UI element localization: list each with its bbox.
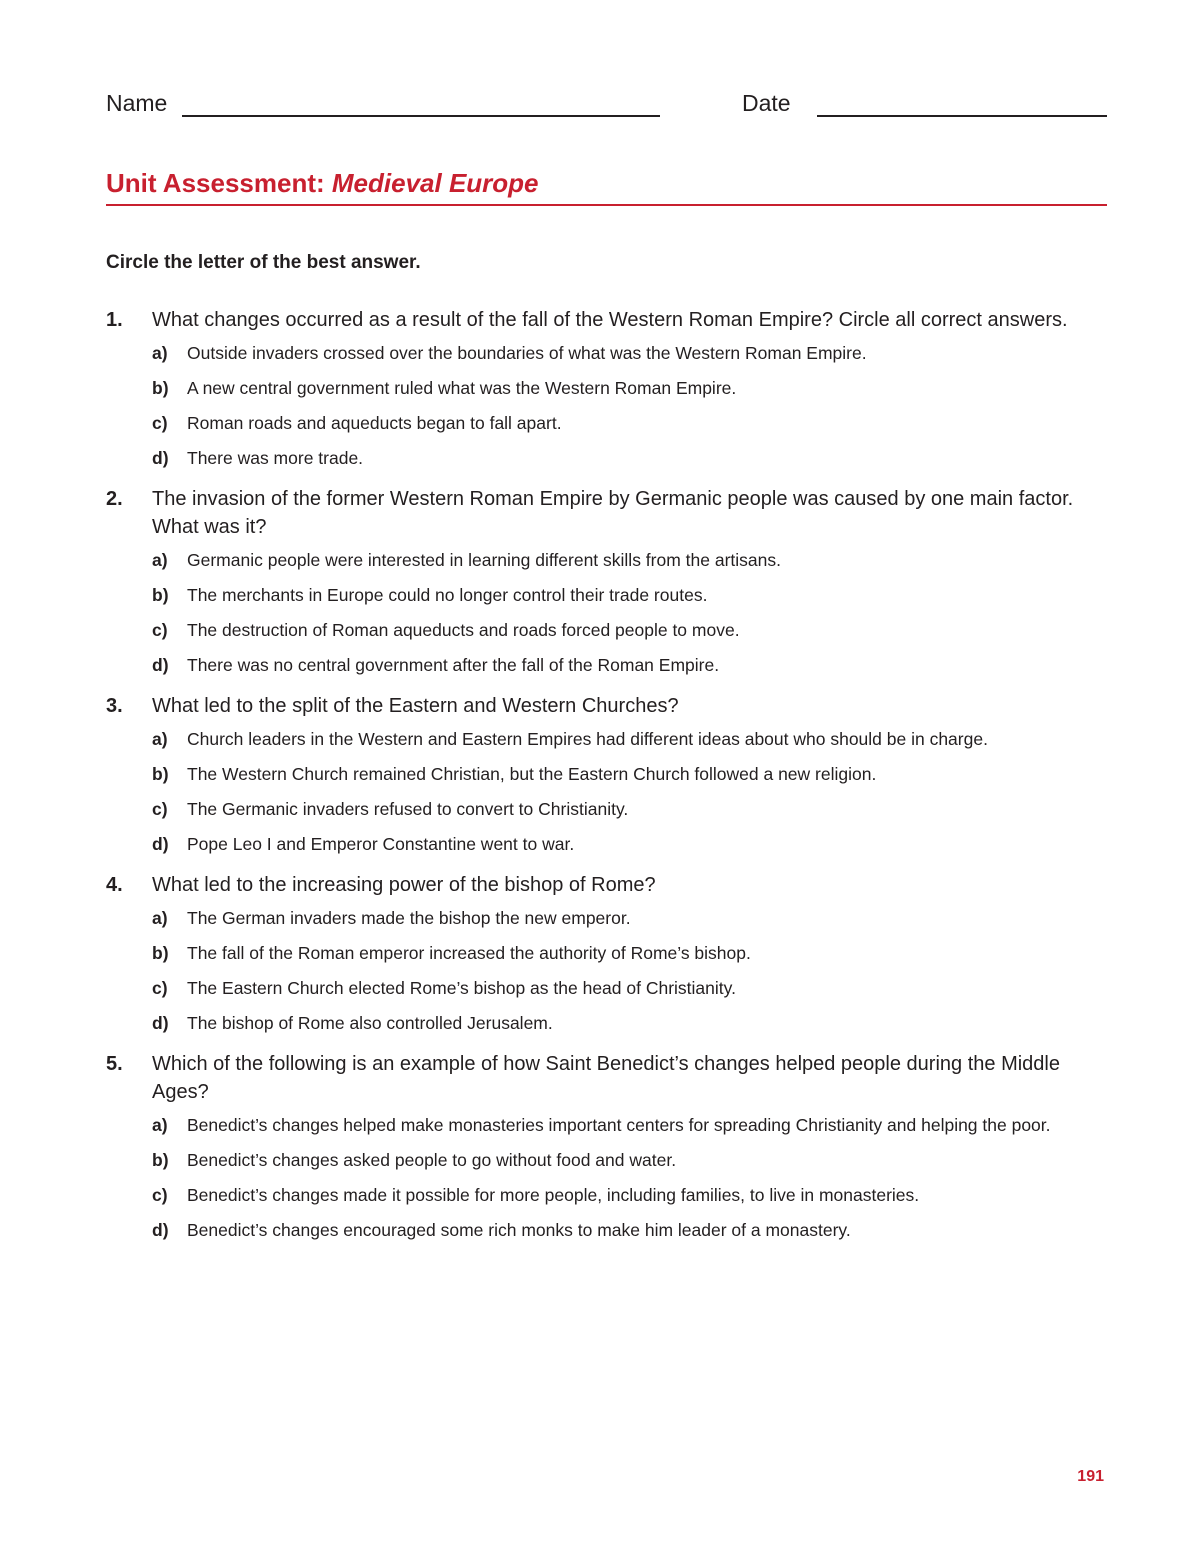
choice-text: The German invaders made the bishop the new emperor. (187, 908, 631, 928)
choice-item[interactable] (152, 1147, 1107, 1173)
choice-text: The fall of the Roman emperor increased the authority of Rome’s bishop. (187, 943, 751, 963)
choice-text: The Germanic invaders refused to convert to Christianity. (187, 799, 629, 819)
choice-letter[interactable]: c) (152, 1185, 168, 1205)
choice-letter[interactable]: c) (152, 620, 168, 640)
choice-text: The Eastern Church elected Rome’s bishop as the head of Christianity. (187, 978, 736, 998)
page-title (106, 166, 539, 200)
title-divider (106, 204, 1107, 206)
question-item (106, 485, 1106, 678)
choice-letter[interactable]: b) (152, 764, 169, 784)
choice-text: Benedict’s changes encouraged some rich monks to make him leader of a monastery. (187, 1220, 851, 1240)
choice-text: There was more trade. (187, 448, 364, 468)
choice-item[interactable] (152, 445, 1107, 471)
choice-letter[interactable]: a) (152, 343, 168, 363)
choice-item[interactable] (152, 375, 1107, 401)
choice-item[interactable] (152, 340, 1107, 366)
choice-text: The Western Church remained Christian, but the Eastern Church followed a new religion. (187, 764, 877, 784)
choice-item[interactable] (152, 582, 1107, 608)
question-text: What changes occurred as a result of the fall of the Western Roman Empire? Circle all correct answers. (152, 309, 1068, 331)
question-number: 1. (106, 309, 123, 331)
choice-letter[interactable]: a) (152, 1115, 168, 1135)
choice-item[interactable] (152, 1217, 1107, 1243)
choice-letter[interactable]: b) (152, 943, 169, 963)
choice-letter[interactable]: d) (152, 448, 169, 468)
choice-letter[interactable]: c) (152, 413, 168, 433)
choice-text: Benedict’s changes asked people to go without food and water. (187, 1150, 677, 1170)
choice-item[interactable] (152, 547, 1107, 573)
choice-text: There was no central government after the fall of the Roman Empire. (187, 655, 720, 675)
choice-letter[interactable]: d) (152, 834, 169, 854)
choice-letter[interactable]: d) (152, 655, 169, 675)
instructions: Circle the letter of the best answer. (106, 252, 421, 273)
choice-item[interactable] (152, 652, 1107, 678)
page-number: 191 (1077, 1468, 1104, 1485)
choice-text: Church leaders in the Western and Eastern Empires had different ideas about who should be in charge. (187, 729, 988, 749)
choice-item[interactable] (152, 796, 1107, 822)
name-field-line[interactable] (182, 115, 660, 117)
choice-text: Roman roads and aqueducts began to fall apart. (187, 413, 562, 433)
header-row (106, 88, 1106, 124)
title-prefix: Unit Assessment: (106, 168, 325, 198)
question-item (106, 871, 1106, 1036)
choice-letter[interactable]: a) (152, 729, 168, 749)
choice-item[interactable] (152, 831, 1107, 857)
question-text: Which of the following is an example of how Saint Benedict’s changes helped people during the Middle Ages? (152, 1053, 1060, 1103)
choice-item[interactable] (152, 940, 1107, 966)
choice-letter[interactable]: b) (152, 378, 169, 398)
date-label: Date (742, 90, 791, 116)
choice-letter[interactable]: b) (152, 585, 169, 605)
choice-item[interactable] (152, 617, 1107, 643)
name-label: Name (106, 90, 168, 116)
question-number: 5. (106, 1053, 123, 1075)
choice-letter[interactable]: c) (152, 978, 168, 998)
title-subject: Medieval Europe (331, 168, 539, 198)
question-item (106, 306, 1106, 471)
choice-item[interactable] (152, 1010, 1107, 1036)
question-number: 4. (106, 874, 123, 896)
choice-list (152, 340, 1106, 471)
question-text: The invasion of the former Western Roman Empire by Germanic people was caused by one main factor. What was it? (152, 488, 1074, 538)
choice-text: The merchants in Europe could no longer control their trade routes. (187, 585, 708, 605)
choice-letter[interactable]: d) (152, 1013, 169, 1033)
choice-text: Outside invaders crossed over the boundaries of what was the Western Roman Empire. (187, 343, 867, 363)
choice-text: The destruction of Roman aqueducts and roads forced people to move. (187, 620, 740, 640)
choice-text: The bishop of Rome also controlled Jerusalem. (187, 1013, 553, 1033)
choice-item[interactable] (152, 761, 1107, 787)
question-text: What led to the split of the Eastern and Western Churches? (152, 695, 679, 717)
choice-text: Germanic people were interested in learning different skills from the artisans. (187, 550, 781, 570)
choice-text: Pope Leo I and Emperor Constantine went to war. (187, 834, 575, 854)
choice-text: Benedict’s changes made it possible for more people, including families, to live in monasteries. (187, 1185, 920, 1205)
question-number: 2. (106, 488, 123, 510)
question-item (106, 1050, 1106, 1243)
choice-text: A new central government ruled what was the Western Roman Empire. (187, 378, 737, 398)
choice-item[interactable] (152, 726, 1107, 752)
choice-list (152, 1112, 1106, 1243)
choice-letter[interactable]: d) (152, 1220, 169, 1240)
choice-item[interactable] (152, 905, 1107, 931)
question-item (106, 692, 1106, 857)
question-number: 3. (106, 695, 123, 717)
choice-list (152, 547, 1106, 678)
date-field-line[interactable] (817, 115, 1107, 117)
choice-letter[interactable]: b) (152, 1150, 169, 1170)
choice-list (152, 905, 1106, 1036)
choice-letter[interactable]: a) (152, 550, 168, 570)
choice-item[interactable] (152, 410, 1107, 436)
choice-item[interactable] (152, 975, 1107, 1001)
choice-item[interactable] (152, 1182, 1107, 1208)
question-list (106, 306, 1106, 1257)
choice-text: Benedict’s changes helped make monasteries important centers for spreading Christianity and helping the poor. (187, 1115, 1051, 1135)
choice-letter[interactable]: c) (152, 799, 168, 819)
choice-item[interactable] (152, 1112, 1107, 1138)
choice-letter[interactable]: a) (152, 908, 168, 928)
question-text: What led to the increasing power of the bishop of Rome? (152, 874, 656, 896)
choice-list (152, 726, 1106, 857)
